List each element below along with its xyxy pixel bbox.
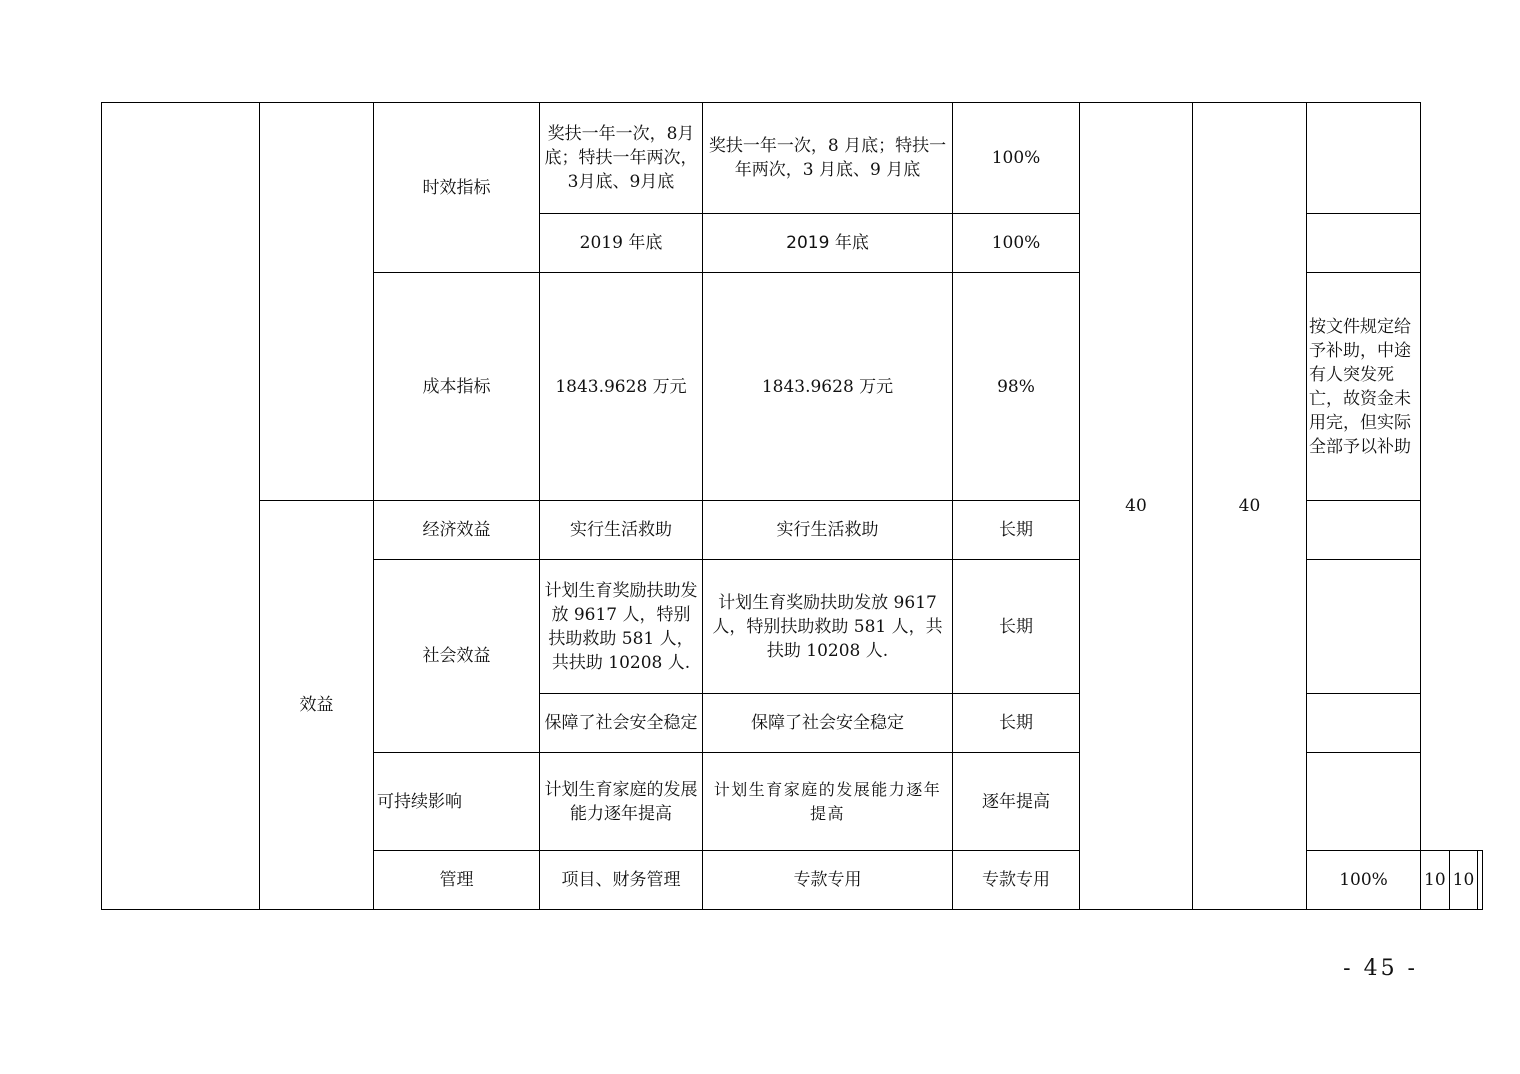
social-category: 社会效益	[374, 560, 540, 753]
first-column-blank-cell	[102, 103, 260, 910]
social-actual-2: 保障了社会安全稳定	[703, 694, 953, 753]
timeliness-actual-1: 奖扶一年一次，8 月底；特扶一年两次，3 月底、9 月底	[703, 103, 953, 214]
timeliness-rate-1: 100%	[953, 103, 1080, 214]
sustain-rate: 逐年提高	[953, 753, 1080, 851]
economic-rate: 长期	[953, 501, 1080, 560]
group-blank-cell	[260, 103, 374, 501]
timeliness-category: 时效指标	[374, 103, 540, 273]
management-group: 管理	[374, 851, 540, 910]
management-score-got: 10	[1449, 851, 1478, 910]
page-number: - 45 -	[1343, 956, 1418, 981]
cost-note: 按文件规定给予补助，中途有人突发死亡，故资金未用完，但实际全部予以补助	[1307, 273, 1421, 501]
timeliness-target-2: 2019 年底	[540, 214, 703, 273]
social-note-2	[1307, 694, 1421, 753]
sustain-note	[1307, 753, 1421, 851]
social-note-1	[1307, 560, 1421, 694]
timeliness-target-1: 奖扶一年一次，8月底；特扶一年两次，3月底、9月底	[540, 103, 703, 214]
sustain-target: 计划生育家庭的发展能力逐年提高	[540, 753, 703, 851]
management-score-full: 10	[1421, 851, 1450, 910]
economic-target: 实行生活救助	[540, 501, 703, 560]
benefit-group: 效益	[260, 501, 374, 910]
timeliness-note-2	[1307, 214, 1421, 273]
timeliness-note-1	[1307, 103, 1421, 214]
timeliness-actual-2: 2019 年底	[703, 214, 953, 273]
timeliness-rate-2: 100%	[953, 214, 1080, 273]
social-target-1: 计划生育奖励扶助发放 9617 人，特别扶助救助 581 人，共扶助 10208 人.	[540, 560, 703, 694]
cost-actual: 1843.9628 万元	[703, 273, 953, 501]
cost-category: 成本指标	[374, 273, 540, 501]
economic-category: 经济效益	[374, 501, 540, 560]
economic-actual: 实行生活救助	[703, 501, 953, 560]
management-actual: 专款专用	[953, 851, 1080, 910]
table-row	[102, 103, 1483, 214]
management-rate: 100%	[1307, 851, 1421, 910]
management-category: 项目、财务管理	[540, 851, 703, 910]
social-actual-1: 计划生育奖励扶助发放 9617 人，特别扶助救助 581 人，共扶助 10208 人.	[703, 560, 953, 694]
cost-target: 1843.9628 万元	[540, 273, 703, 501]
cost-rate: 98%	[953, 273, 1080, 501]
performance-table	[101, 102, 1483, 910]
management-note	[1478, 851, 1483, 910]
sustain-actual: 计划生育家庭的发展能力逐年提高	[703, 753, 953, 851]
sustain-category: 可持续影响	[374, 753, 540, 851]
score-got-cell: 40	[1193, 103, 1307, 910]
management-target: 专款专用	[703, 851, 953, 910]
social-target-2: 保障了社会安全稳定	[540, 694, 703, 753]
score-full-cell: 40	[1080, 103, 1193, 910]
social-rate-1: 长期	[953, 560, 1080, 694]
economic-note	[1307, 501, 1421, 560]
social-rate-2: 长期	[953, 694, 1080, 753]
